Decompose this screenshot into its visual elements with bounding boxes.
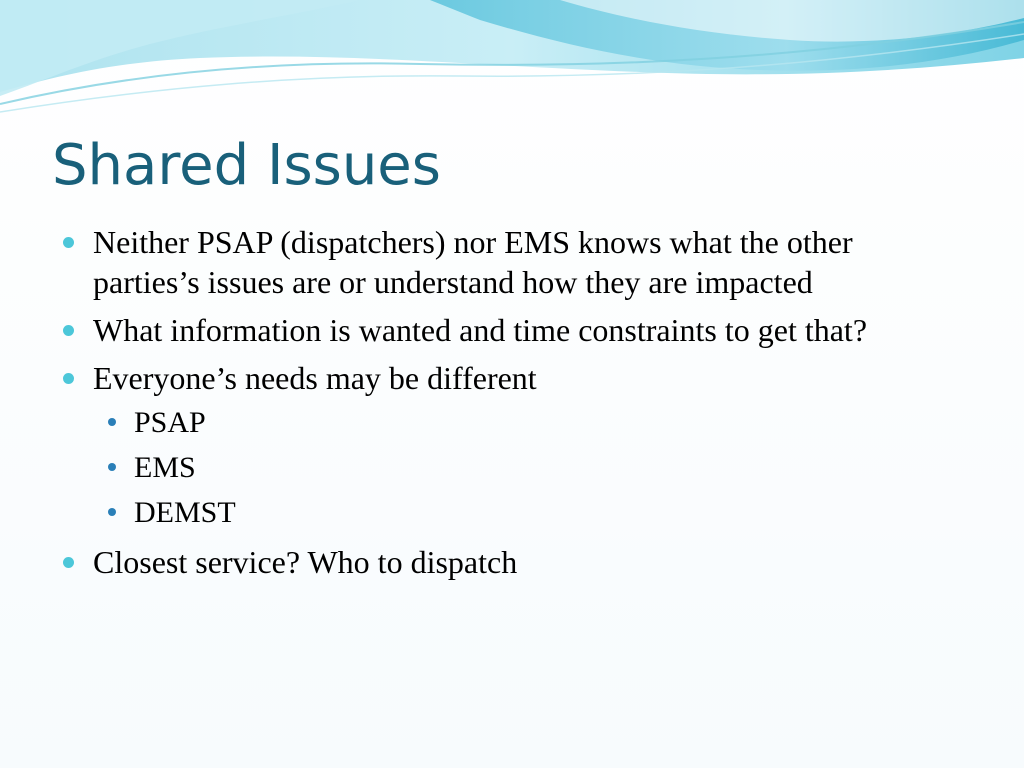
bullet-text: What information is wanted and time constraints to get that? bbox=[93, 312, 868, 348]
bullet-dot-icon bbox=[63, 237, 74, 248]
bullet-text: Closest service? Who to dispatch bbox=[93, 544, 518, 580]
bullet-dot-icon bbox=[63, 373, 74, 384]
bullet-item bbox=[62, 358, 962, 535]
sub-bullet-item bbox=[93, 400, 962, 445]
bullet-text: Neither PSAP (dispatchers) nor EMS knows what the other parties’s issues are or understand how they are impacted bbox=[93, 224, 853, 300]
bullet-item bbox=[62, 542, 962, 582]
sub-bullet-text: EMS bbox=[134, 451, 196, 484]
sub-bullet-text: DEMST bbox=[134, 496, 236, 529]
bullet-dot-icon bbox=[63, 557, 74, 568]
sub-bullet-dot-icon bbox=[108, 463, 116, 471]
bullet-dot-icon bbox=[63, 325, 74, 336]
sub-bullet-item bbox=[93, 490, 962, 535]
sub-bullet-dot-icon bbox=[108, 418, 116, 426]
slide-title: Shared Issues bbox=[52, 133, 441, 198]
sub-bullet-text: PSAP bbox=[134, 406, 206, 439]
sub-bullet-item bbox=[93, 445, 962, 490]
bullet-item bbox=[62, 222, 962, 302]
decorative-wave-header bbox=[0, 0, 1024, 130]
sub-bullet-dot-icon bbox=[108, 508, 116, 516]
bullet-list bbox=[62, 222, 962, 582]
bullet-item bbox=[62, 310, 962, 350]
sub-bullet-list bbox=[93, 400, 962, 535]
bullet-text: Everyone’s needs may be different bbox=[93, 360, 537, 396]
